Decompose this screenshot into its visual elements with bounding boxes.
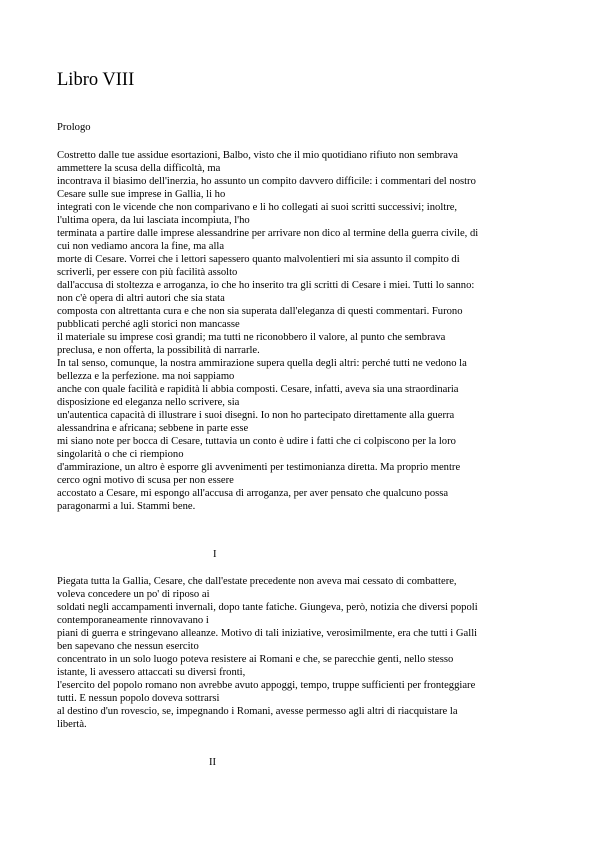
text-line: cui non vediamo ancora la fine, ma alla — [57, 241, 225, 252]
text-line: concentrato in un solo luogo poteva resistere ai Romani e che, se parecchie genti, nello stesso — [57, 654, 454, 665]
chapter-numeral: I — [213, 549, 217, 560]
text-line: d'ammirazione, un altro è esporre gli avvenimenti per testimonianza diretta. Ma proprio mentre — [57, 462, 461, 473]
text-line: preclusa, e non offerta, la possibilità di narrarle. — [57, 345, 260, 356]
text-line: l'ultima opera, da lui lasciata incompiuta, l'ho — [57, 215, 250, 226]
text-line: Piegata tutta la Gallia, Cesare, che dall'estate precedente non aveva mai cessato di combattere, — [57, 576, 457, 587]
text-line: composta con altrettanta cura e che non sia superata dall'eleganza di questi commentari. Furono — [57, 306, 463, 317]
text-line: paragonarmi a lui. Stammi bene. — [57, 501, 196, 512]
text-line: ammettere la scusa della difficoltà, ma — [57, 163, 221, 174]
text-line: libertà. — [57, 719, 87, 730]
text-line: terminata a partire dalle imprese alessandrine per arrivare non dico al termine della guerra civile, di — [57, 228, 479, 239]
text-line: In tal senso, comunque, la nostra ammirazione supera quella degli altri: perché tutti ne vedono la — [57, 358, 467, 369]
section-heading-prologue: Prologo — [57, 122, 91, 133]
text-line: incontrava il biasimo dell'inerzia, ho assunto un compito davvero difficile: i commentari del nostro — [57, 176, 476, 187]
text-line: scriverli, per essere con più facilità assolto — [57, 267, 238, 278]
text-line: al destino d'un rovescio, se, impegnando i Romani, avesse permesso agli altri di riacquistare la — [57, 706, 458, 717]
chapter-numeral: II — [209, 757, 217, 768]
text-line: un'autentica capacità di illustrare i suoi disegni. Io non ho partecipato direttamente alla guerra — [57, 410, 455, 421]
text-line: istante, li avessero attaccati su diversi fronti, — [57, 667, 246, 678]
text-line: tutti. E nessun popolo doveva sottrarsi — [57, 693, 220, 704]
text-line: non c'è opera di altri autori che sia stata — [57, 293, 225, 304]
text-line: piani di guerra e stringevano alleanze. Motivo di tali iniziative, verosimilmente, era che tutti i Galli — [57, 628, 478, 639]
text-line: dall'accusa di stoltezza e arroganza, io che ho inserito tra gli scritti di Cesare i miei. Tutti lo sanno: — [57, 280, 475, 291]
text-line: mi siano note per bocca di Cesare, tuttavia un conto è udire i fatti che ci colpiscono per la loro — [57, 436, 456, 447]
text-line: accostato a Cesare, mi espongo all'accusa di arroganza, per aver pensato che qualcuno possa — [57, 488, 449, 499]
text-line: alessandrina e africana; sebbene in parte esse — [57, 423, 249, 434]
text-line: l'esercito del popolo romano non avrebbe avuto appoggi, tempo, truppe sufficienti per fronteggiare — [57, 680, 476, 691]
text-line: cerco ogni motivo di scusa per non essere — [57, 475, 234, 486]
text-line: bellezza e la perfezione. ma noi sappiamo — [57, 371, 235, 382]
text-line: Costretto dalle tue assidue esortazioni, Balbo, visto che il mio quotidiano rifiuto non sembrava — [57, 150, 459, 161]
text-line: disposizione ed eleganza nello scrivere, sia — [57, 397, 240, 408]
text-line: anche con quale facilità e rapidità li abbia composti. Cesare, infatti, aveva sia una straordinaria — [57, 384, 459, 395]
text-line: pubblicati perché agli storici non mancasse — [57, 319, 240, 330]
text-line: contemporaneamente rinnovavano i — [57, 615, 209, 626]
text-line: ben sapevano che nessun esercito — [57, 641, 199, 652]
text-line: integrati con le vicende che non comparivano e li ho collegati ai suoi scritti successivi; inoltre, — [57, 202, 458, 213]
text-line: soldati negli accampamenti invernali, dopo tante fatiche. Giungeva, però, notizia che diversi popoli — [57, 602, 478, 613]
text-line: Cesare sulle sue imprese in Gallia, li ho — [57, 189, 226, 200]
book-title: Libro VIII — [57, 70, 135, 90]
text-line: il materiale su imprese così grandi; ma tutti ne riconobbero il valore, al punto che sembrava — [57, 332, 446, 343]
text-line: singolarità o che ci riempiono — [57, 449, 184, 460]
text-line: morte di Cesare. Vorrei che i lettori sapessero quanto malvolentieri mi sia assunto il compito di — [57, 254, 460, 265]
text-line: voleva concedere un po' di riposo ai — [57, 589, 210, 600]
